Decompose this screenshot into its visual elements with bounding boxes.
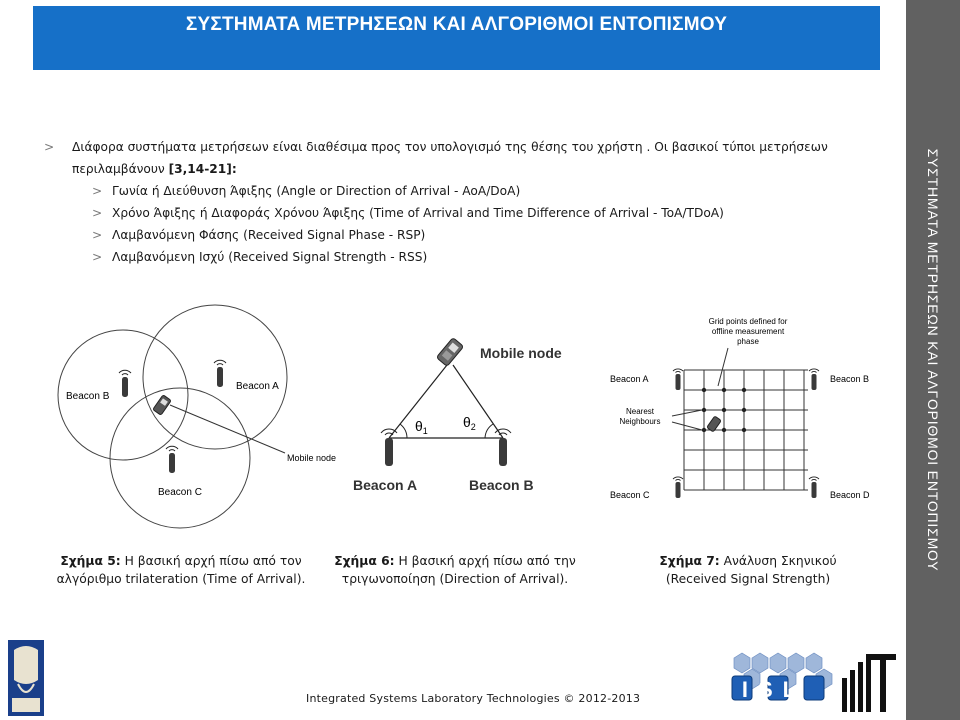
beacon-c-antenna-icon [166,446,178,473]
title-bar [33,6,880,70]
beacon-c-antenna-icon [673,477,683,498]
nearest-pointer-1 [672,410,702,416]
sub-bullet-greek: Λαμβανόμενη Φάσης [112,228,240,242]
sub-bullet [44,202,894,224]
range-circle-a [143,305,287,449]
democritus-logo [8,640,44,716]
bullet-marker: > [92,228,103,242]
caption-fig6 [330,552,580,588]
caption-fig5 [56,552,306,588]
bullet-list [44,136,894,268]
beacon-a-antenna-icon [214,360,226,387]
beacon-b-antenna-icon [495,429,511,466]
edge-b-mobile [453,365,503,438]
bullet-marker: > [92,250,103,264]
caption-fig7-label: Σχήμα 7: [659,554,720,568]
beacon-a-label: Beacon A [236,381,279,392]
footer-copyright: Integrated Systems Laboratory Technologies © 2012-2013 [306,692,641,705]
bullet-main-text: Διάφορα συστήματα μετρήσεων είναι διαθέσιμα προς τον υπολογισμό της θέσης του χρήστη . Οι βασικοί τύποι μετρήσεων περιλαμβάνουν [72,140,828,176]
caption-fig7 [638,552,858,588]
beacon-b-antenna-icon [119,370,131,397]
nearest-label-line2: Neighbours [619,417,661,426]
isl-logo-text: ISL [741,677,807,702]
angle-arc-2 [485,424,493,438]
isl-logo [724,650,834,716]
caption-fig6-text: Η βασική αρχή πίσω από την τριγωνοποίηση (Direction of Arrival). [341,554,576,586]
beacon-c-label: Beacon C [158,487,202,498]
beacon-a-label: Beacon A [353,477,418,493]
caption-fig7-text: Ανάλυση Σκηνικού (Received Signal Strength) [665,554,837,586]
mobile-phone-icon [153,395,172,415]
beacon-d-antenna-icon [809,477,819,498]
beacon-b-label: Beacon B [66,391,110,402]
grid-note-pointer [718,348,728,386]
nearest-label-line1: Nearest [625,407,655,416]
sub-bullet [44,180,894,202]
beacon-c-label: Beacon C [610,490,650,500]
angle-arc-1 [400,424,407,438]
beacon-a-antenna-icon [381,429,397,466]
slide-title: ΣΥΣΤΗΜΑΤΑ ΜΕΤΡΗΣΕΩΝ ΚΑΙ ΑΛΓΟΡΙΘΜΟΙ ΕΝΤΟΠΙΣΜΟΥ [185,14,728,35]
grid-note-line1: Grid points defined for [708,317,788,326]
mobile-node-label: Mobile node [287,453,337,463]
grid-note-line3: phase [737,337,759,346]
bullet-main-ref: [3,14-21]: [168,162,237,176]
caption-fig5-text: Η βασική αρχή πίσω από τον αλγόριθμο trilateration (Time of Arrival). [56,554,306,586]
figure-trilateration [40,295,360,545]
sub-bullet [44,224,894,246]
sub-bullet-english: (Received Signal Strength - RSS) [228,250,428,264]
bullet-marker: > [44,140,55,154]
theta-1-label: $\theta_1$ [415,418,428,436]
bullet-marker: > [92,206,103,220]
beacon-d-label: Beacon D [830,490,870,500]
caption-fig6-label: Σχήμα 6: [334,554,395,568]
mobile-node-pointer [170,405,285,453]
bullet-marker: > [92,184,103,198]
institute-logo [840,648,900,716]
beacon-b-label: Beacon B [469,477,534,493]
sub-bullet-greek: Λαμβανόμενη Ισχύ [112,250,225,264]
sub-bullet-english: (Angle or Direction of Arrival - AoA/DoA) [276,184,521,198]
beacon-a-label: Beacon A [610,374,649,384]
sub-bullet-english: (Time of Arrival and Time Difference of Arrival - ToA/TDoA) [369,206,724,220]
theta-2-label: $\theta_2$ [463,414,476,432]
mobile-node-label: Mobile node [480,345,562,361]
sub-bullet-english: (Received Signal Phase - RSP) [243,228,426,242]
side-label: ΣΥΣΤΗΜΑΤΑ ΜΕΤΡΗΣΕΩΝ ΚΑΙ ΑΛΓΟΡΙΘΜΟΙ ΕΝΤΟΠΙΣΜΟΥ [925,148,941,572]
bullet-main [44,136,894,180]
caption-fig5-label: Σχήμα 5: [60,554,121,568]
beacon-b-antenna-icon [809,369,819,390]
figure-triangulation [335,330,595,500]
mobile-phone-icon [436,338,463,367]
beacon-a-antenna-icon [673,369,683,390]
figure-scene-analysis [608,312,900,512]
sub-bullet [44,246,894,268]
beacon-b-label: Beacon B [830,374,870,384]
sub-bullet-greek: Γωνία ή Διεύθυνση Άφιξης [112,184,273,198]
sub-bullet-greek: Χρόνο Άφιξης ή Διαφοράς Χρόνου Άφιξης [112,206,366,220]
nearest-pointer-2 [672,422,702,430]
grid-note-line2: offline measurement [711,327,785,336]
